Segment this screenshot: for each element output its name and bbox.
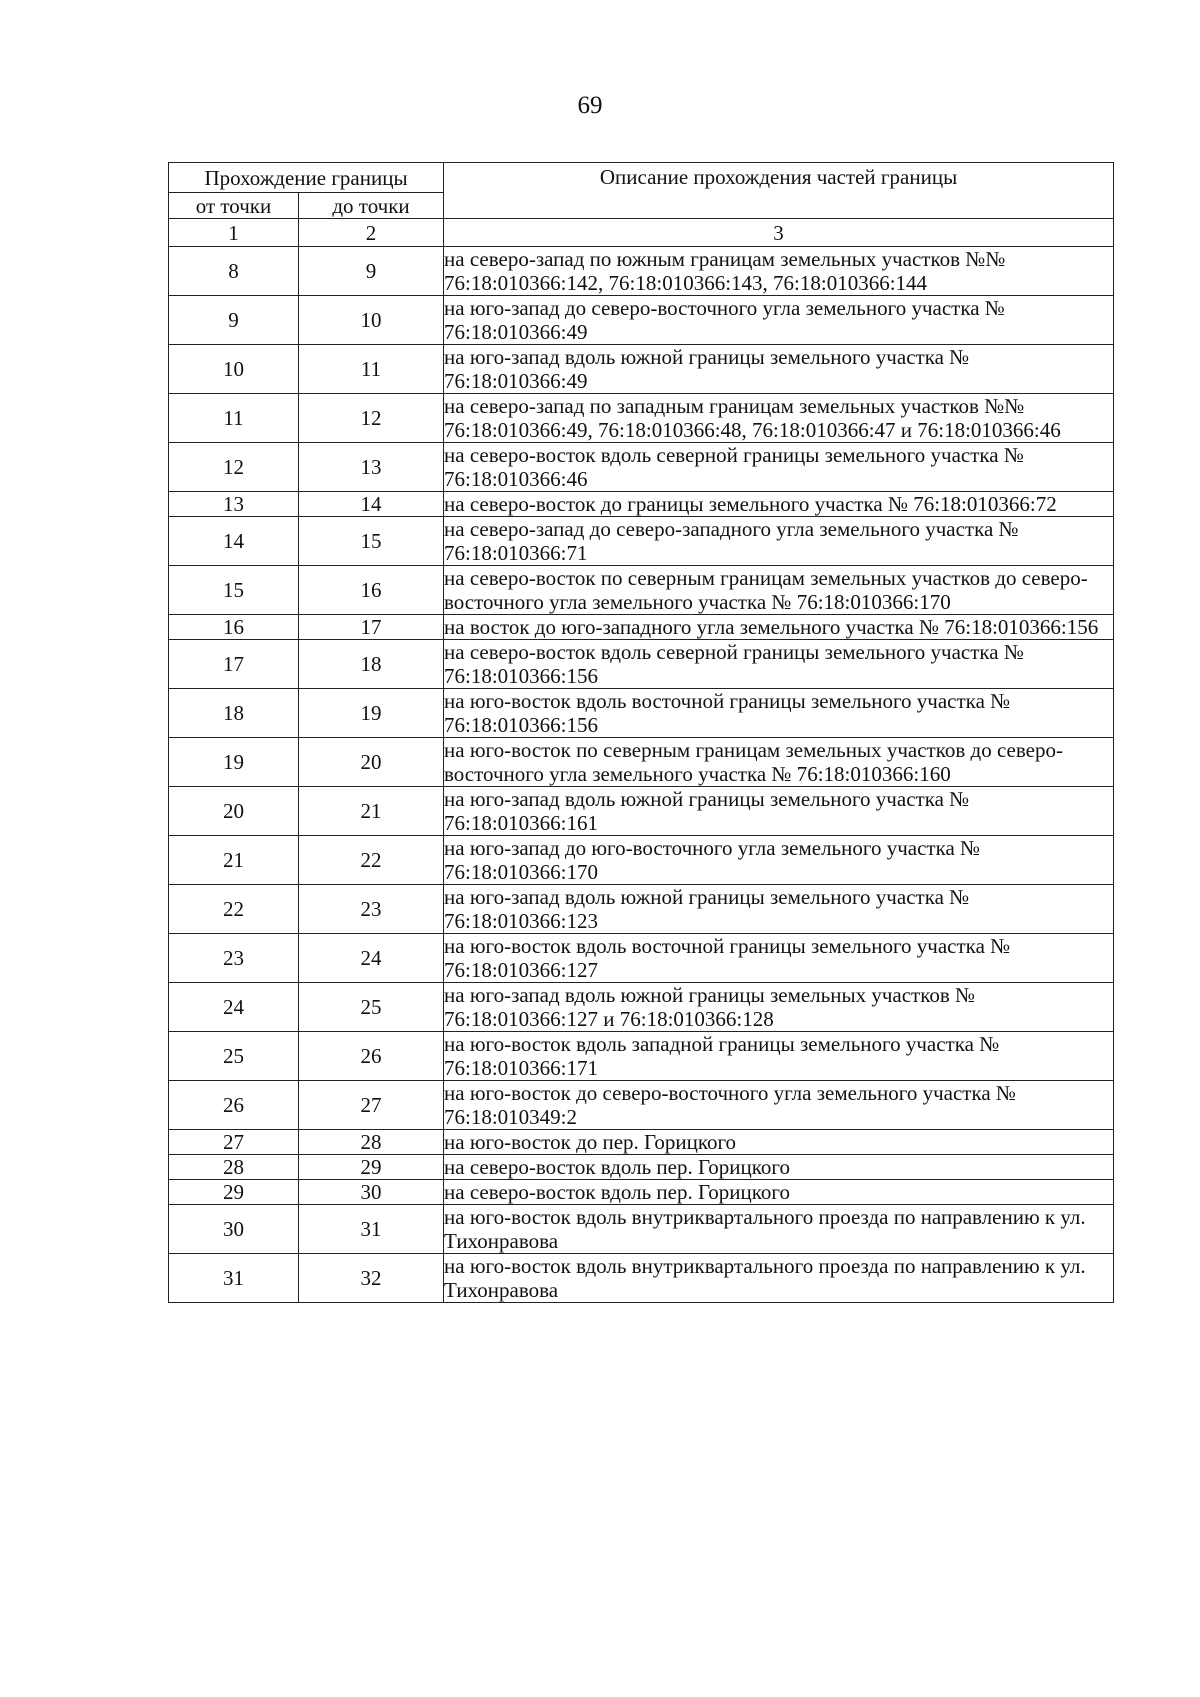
description-cell: на северо-восток вдоль пер. Горицкого [444,1180,1114,1205]
from-point-cell: 31 [169,1254,299,1303]
table-row [169,615,1114,640]
description-cell: на юго-запад вдоль южной границы земельных участков № 76:18:010366:127 и 76:18:010366:128 [444,983,1114,1032]
from-point-cell: 22 [169,885,299,934]
to-point-cell: 9 [299,247,444,296]
from-point-cell: 13 [169,492,299,517]
description-cell: на юго-запад вдоль южной границы земельного участка № 76:18:010366:161 [444,787,1114,836]
to-point-cell: 18 [299,640,444,689]
description-cell: на юго-восток до северо-восточного угла земельного участка № 76:18:010349:2 [444,1081,1114,1130]
table-row [169,1130,1114,1155]
table-row [169,738,1114,787]
from-point-cell: 16 [169,615,299,640]
to-point-cell: 22 [299,836,444,885]
description-cell: на юго-восток вдоль внутриквартального проезда по направлению к ул. Тихонравова [444,1254,1114,1303]
table-row [169,934,1114,983]
to-point-cell: 13 [299,443,444,492]
to-point-cell: 24 [299,934,444,983]
table-row [169,983,1114,1032]
table-row [169,689,1114,738]
from-point-cell: 24 [169,983,299,1032]
to-point-cell: 19 [299,689,444,738]
description-cell: на северо-запад по южным границам земельных участков №№ 76:18:010366:142, 76:18:010366:143, 76:18:010366:144 [444,247,1114,296]
to-point-cell: 29 [299,1155,444,1180]
description-cell: на северо-восток вдоль северной границы земельного участка № 76:18:010366:46 [444,443,1114,492]
table-row [169,1032,1114,1081]
table-row [169,566,1114,615]
to-point-cell: 11 [299,345,444,394]
table-row [169,1254,1114,1303]
from-point-cell: 9 [169,296,299,345]
from-point-cell: 26 [169,1081,299,1130]
header-group-label: Прохождение границы [169,163,444,193]
description-cell: на восток до юго-западного угла земельного участка № 76:18:010366:156 [444,615,1114,640]
description-cell: на северо-восток по северным границам земельных участков до северо-восточного угла земельного участка № 76:18:010366:170 [444,566,1114,615]
description-cell: на юго-восток по северным границам земельных участков до северо-восточного угла земельного участка № 76:18:010366:160 [444,738,1114,787]
table-row [169,492,1114,517]
description-cell: на юго-запад вдоль южной границы земельного участка № 76:18:010366:49 [444,345,1114,394]
to-point-cell: 32 [299,1254,444,1303]
from-point-cell: 10 [169,345,299,394]
from-point-cell: 12 [169,443,299,492]
table-row [169,517,1114,566]
from-point-cell: 21 [169,836,299,885]
from-point-cell: 25 [169,1032,299,1081]
table-row [169,443,1114,492]
from-point-cell: 15 [169,566,299,615]
description-cell: на юго-восток вдоль восточной границы земельного участка № 76:18:010366:127 [444,934,1114,983]
boundary-table [168,162,1114,1303]
from-point-cell: 19 [169,738,299,787]
table-row [169,1180,1114,1205]
description-cell: на юго-восток до пер. Горицкого [444,1130,1114,1155]
from-point-cell: 17 [169,640,299,689]
to-point-cell: 16 [299,566,444,615]
to-point-cell: 27 [299,1081,444,1130]
table-row [169,787,1114,836]
table-row [169,345,1114,394]
from-point-cell: 29 [169,1180,299,1205]
from-point-cell: 30 [169,1205,299,1254]
table-row [169,1155,1114,1180]
table-row [169,394,1114,443]
description-cell: на юго-запад вдоль южной границы земельного участка № 76:18:010366:123 [444,885,1114,934]
table-row [169,1081,1114,1130]
header-from-label: от точки [169,193,299,219]
table-row [169,885,1114,934]
table-row [169,640,1114,689]
from-point-cell: 8 [169,247,299,296]
from-point-cell: 18 [169,689,299,738]
description-cell: на юго-запад до юго-восточного угла земельного участка № 76:18:010366:170 [444,836,1114,885]
table-row [169,836,1114,885]
to-point-cell: 14 [299,492,444,517]
column-number-1: 1 [169,219,299,247]
column-number-2: 2 [299,219,444,247]
to-point-cell: 25 [299,983,444,1032]
table-body [169,247,1114,1303]
description-cell: на юго-восток вдоль восточной границы земельного участка № 76:18:010366:156 [444,689,1114,738]
column-number-3: 3 [444,219,1114,247]
to-point-cell: 15 [299,517,444,566]
to-point-cell: 21 [299,787,444,836]
description-cell: на юго-запад до северо-восточного угла земельного участка № 76:18:010366:49 [444,296,1114,345]
description-cell: на северо-восток вдоль пер. Горицкого [444,1155,1114,1180]
description-cell: на юго-восток вдоль внутриквартального проезда по направлению к ул. Тихонравова [444,1205,1114,1254]
from-point-cell: 28 [169,1155,299,1180]
from-point-cell: 20 [169,787,299,836]
to-point-cell: 30 [299,1180,444,1205]
from-point-cell: 11 [169,394,299,443]
to-point-cell: 23 [299,885,444,934]
to-point-cell: 26 [299,1032,444,1081]
description-cell: на юго-восток вдоль западной границы земельного участка № 76:18:010366:171 [444,1032,1114,1081]
to-point-cell: 31 [299,1205,444,1254]
to-point-cell: 17 [299,615,444,640]
to-point-cell: 28 [299,1130,444,1155]
to-point-cell: 12 [299,394,444,443]
page-number: 69 [577,92,603,119]
from-point-cell: 23 [169,934,299,983]
description-cell: на северо-запад по западным границам земельных участков №№ 76:18:010366:49, 76:18:010366:48, 76:18:010366:47 и 76:18:010366:46 [444,394,1114,443]
to-point-cell: 10 [299,296,444,345]
from-point-cell: 14 [169,517,299,566]
table-row [169,1205,1114,1254]
description-cell: на северо-запад до северо-западного угла земельного участка № 76:18:010366:71 [444,517,1114,566]
description-cell: на северо-восток вдоль северной границы земельного участка № 76:18:010366:156 [444,640,1114,689]
from-point-cell: 27 [169,1130,299,1155]
header-description-label: Описание прохождения частей границы [444,163,1114,219]
table-row [169,247,1114,296]
header-to-label: до точки [299,193,444,219]
to-point-cell: 20 [299,738,444,787]
table-row [169,296,1114,345]
description-cell: на северо-восток до границы земельного участка № 76:18:010366:72 [444,492,1114,517]
